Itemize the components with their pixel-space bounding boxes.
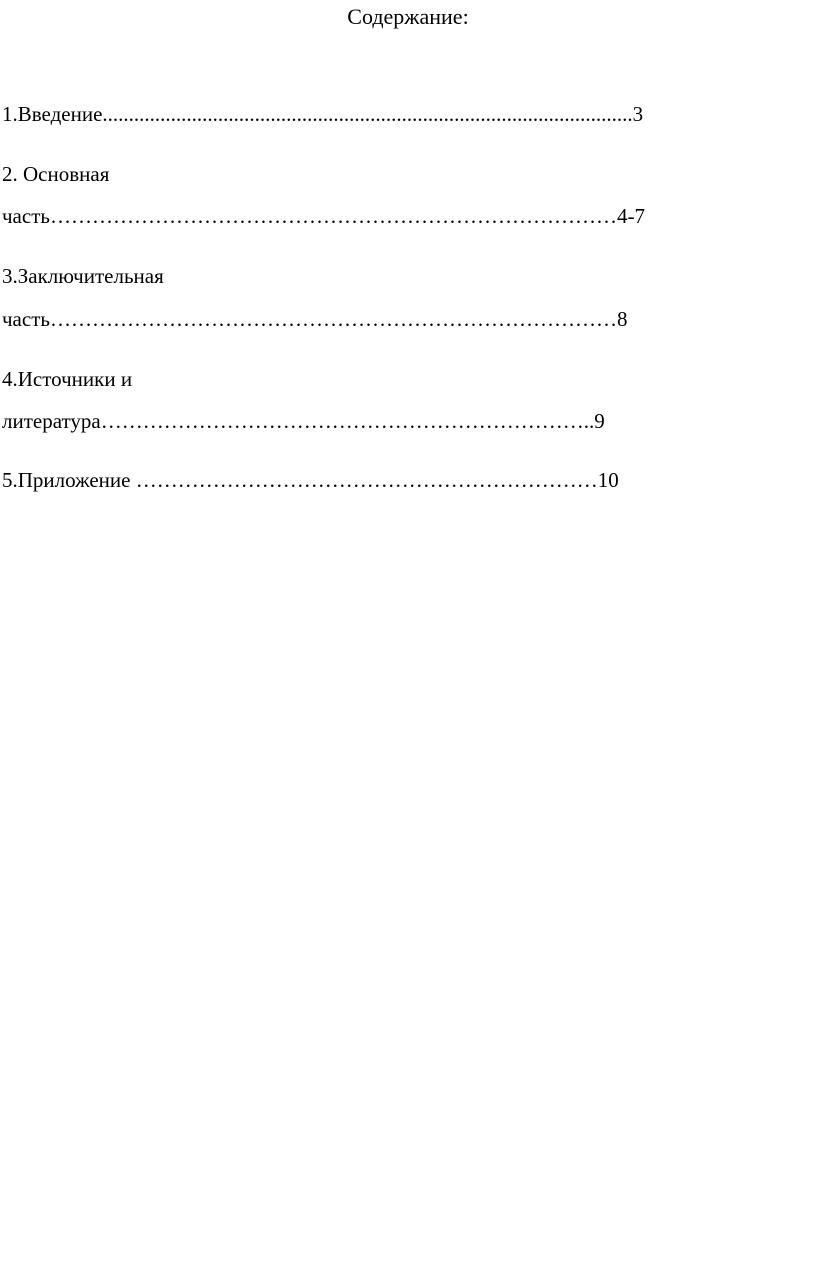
toc-entry-main-part-label: 2. Основная bbox=[2, 162, 110, 186]
page-title: Содержание: bbox=[347, 4, 469, 29]
toc-entry-conclusion-leader: часть………………………………………………………………………8 bbox=[2, 307, 628, 331]
toc-entry-sources-label: 4.Источники и bbox=[2, 367, 133, 391]
toc-entry-appendix: 5.Приложение …………………………………………………………10 bbox=[2, 468, 619, 492]
toc-entry-sources-leader: литература……………………………………………………………..9 bbox=[2, 409, 605, 433]
toc-entry-conclusion-label: 3.Заключительная bbox=[2, 264, 164, 288]
toc-entry-introduction: 1.Введение.....................................................................................................3 bbox=[2, 102, 644, 126]
toc-entry-main-part-leader: часть………………………………………………………………………4-7 bbox=[2, 204, 645, 228]
